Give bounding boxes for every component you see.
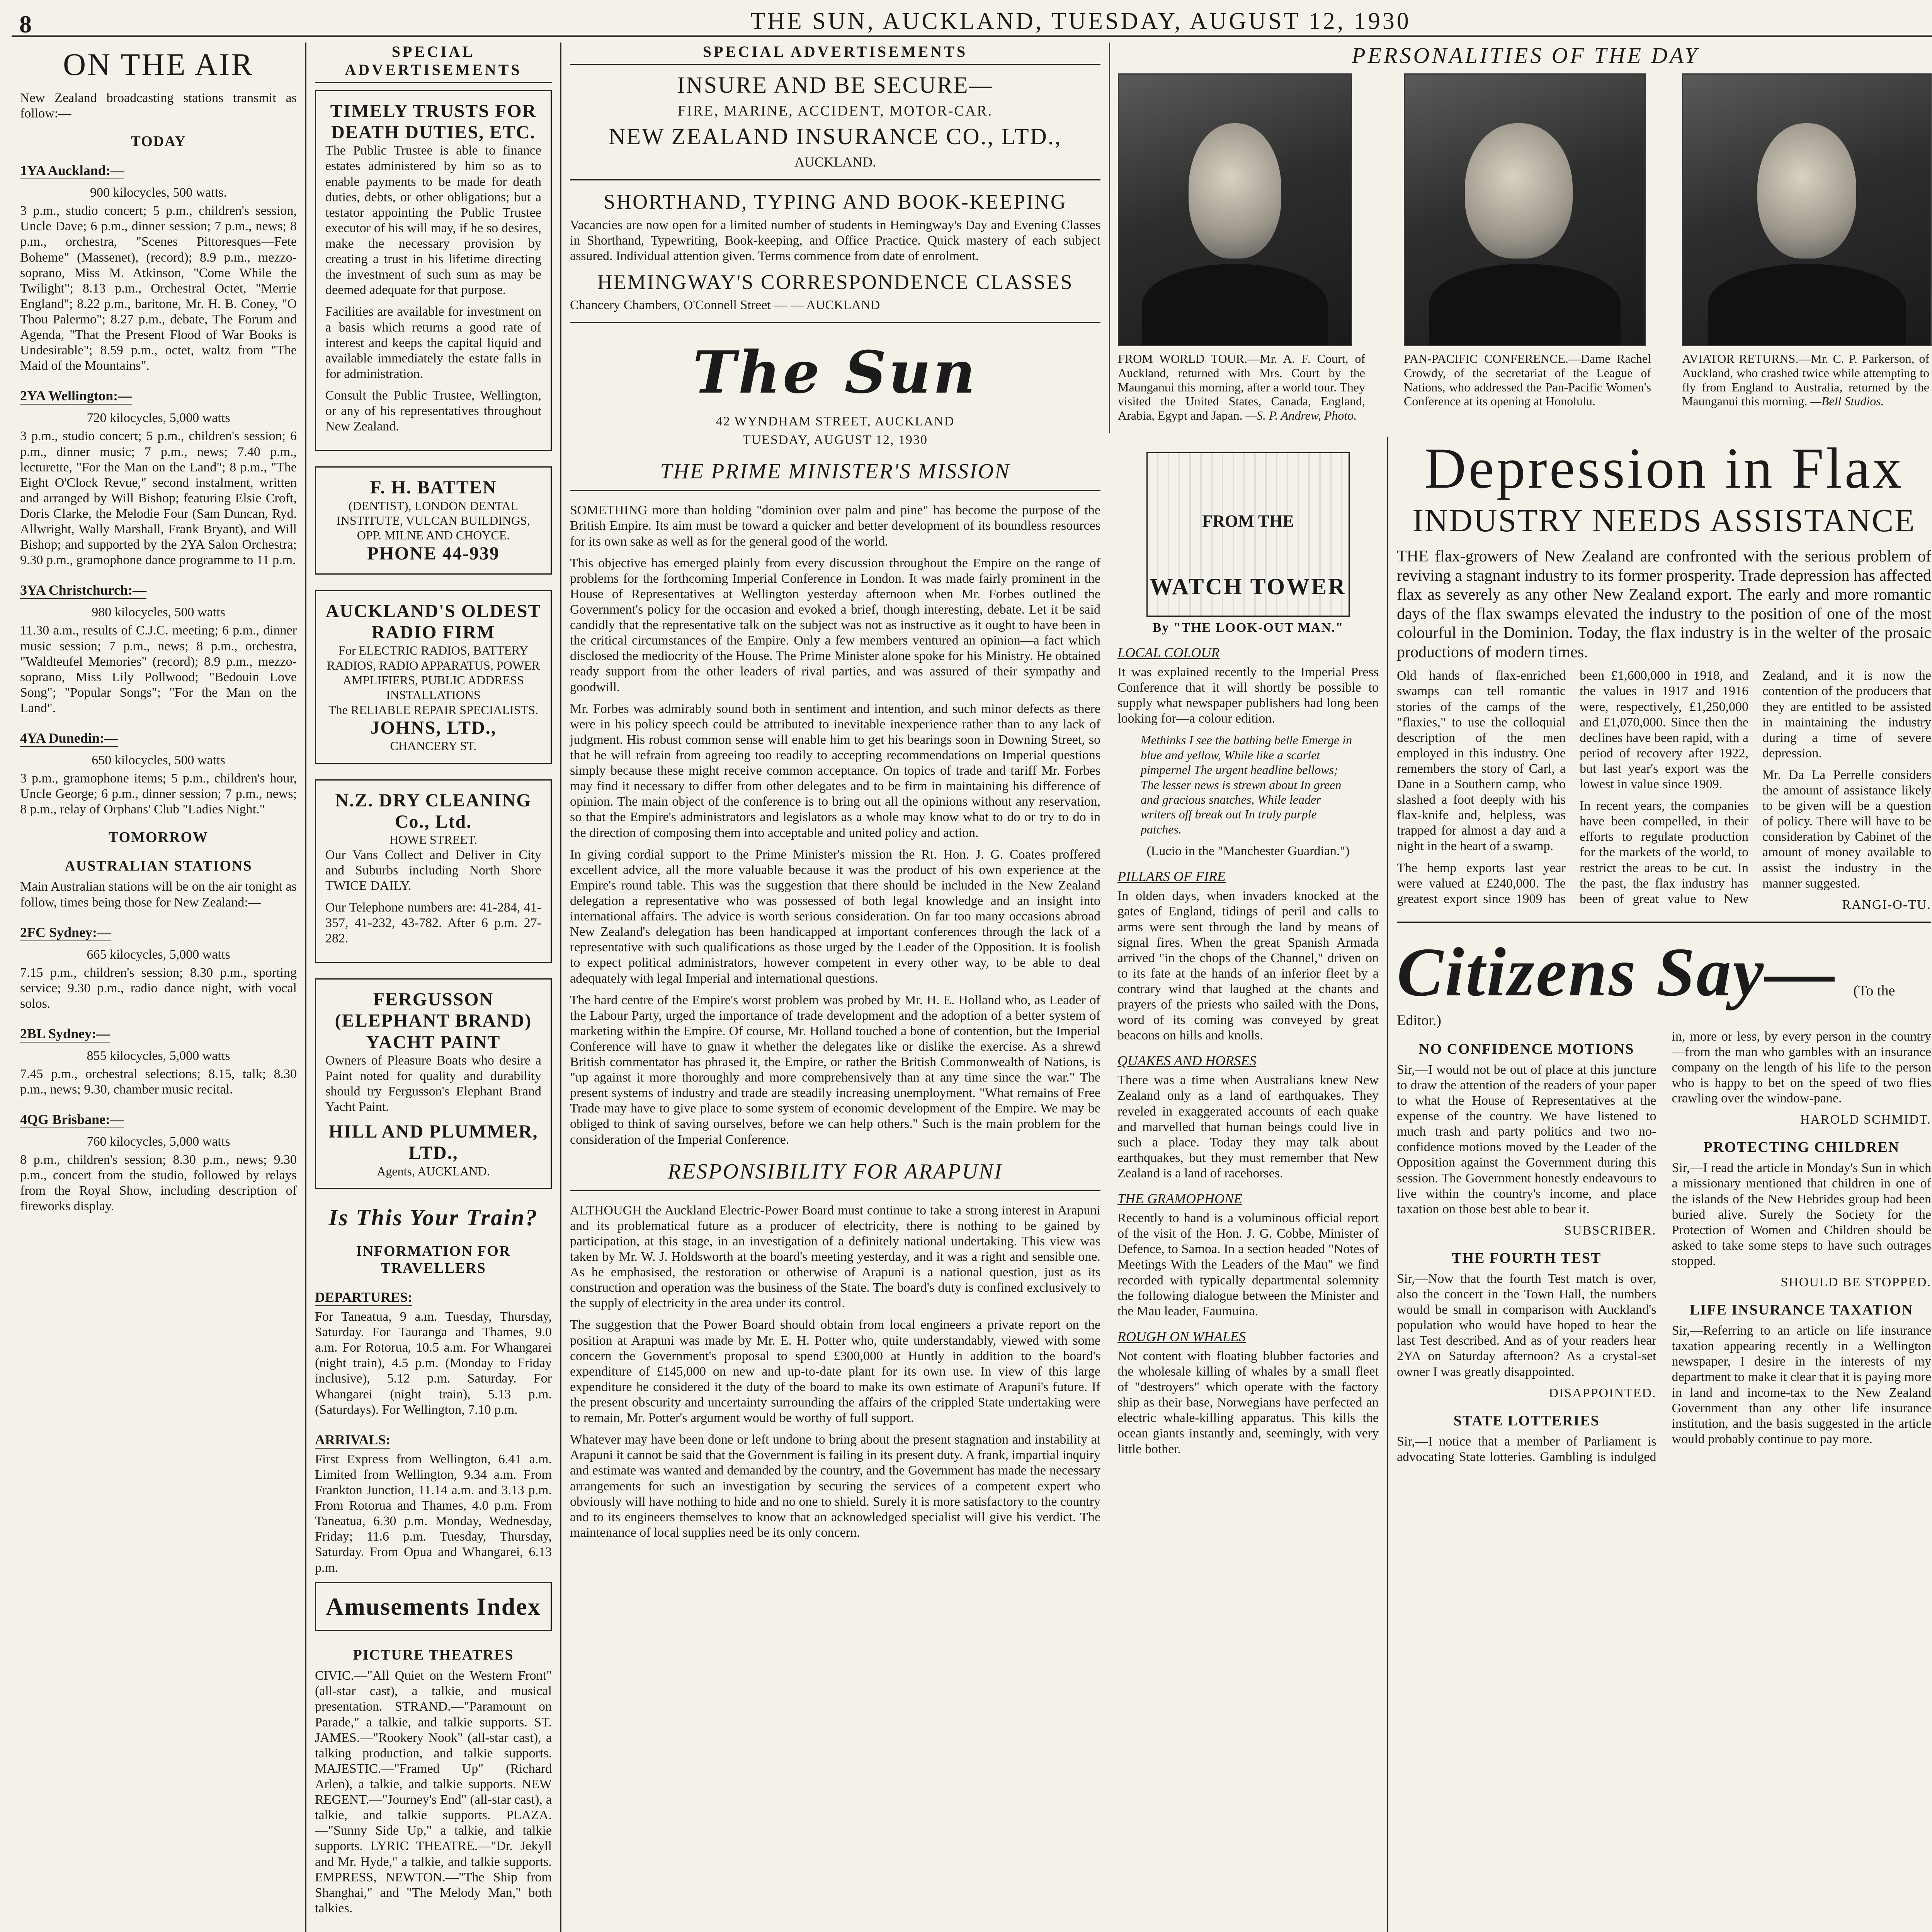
station-4qg: 4QG Brisbane:— <box>20 1111 124 1128</box>
editorial-1-paragraph: In giving cordial support to the Prime Minister's mission the Rt. Hon. J. G. Coates proffered excellent advice, all the more valuable because it was the product of his own experience at the Empire's round table. This was the suggestion that there should be included in the New Zealand delegation a representative who was possessed of both legal knowledge and an insight into international affairs. The advice is worth serious consideration. On far too many occasions abroad New Zealand's delegation has been handicapped at important conferences through the lack of a representative with such qualifications as those urged by the Leader of the Opposition. It is foolish to expect political administrators, however competent in every other way, to be able to deal adequately with legal Imperial and international questions. <box>570 847 1100 986</box>
watch-tower-subhead: LOCAL COLOUR <box>1117 645 1220 660</box>
station-3ya-programme: 11.30 a.m., results of C.J.C. meeting; 6 p.m., dinner music session; 7 p.m., news; 8 p.m., orchestra, "Waldteufel Memories" (record); 8.9 p.m., mezzo-soprano, Miss Lily Pollwood; "Bedouin Love Song"; "Popular Songs"; "For the Man on the Land". <box>20 623 297 715</box>
dry-cleaning-phone: Our Telephone numbers are: 41-284, 41-357, 41-232, 43-782. After 6 p.m. 27-282. <box>325 900 541 946</box>
watch-tower-subhead: PILLARS OF FIRE <box>1117 869 1226 884</box>
editorial-column <box>560 43 1109 1932</box>
departures-text: For Taneatua, 9 a.m. Tuesday, Thursday, Saturday. For Tauranga and Thames, 9.0 a.m. For Rotorua, 10.5 a.m. For Whangarei (night train), 4.5 p.m. (Monday to Friday inclusive), 5.12 p.m. Saturday. For Whangarei (night train), 5.13 p.m. (Saturdays). For Wellington, 7.10 p.m. <box>315 1309 552 1417</box>
station-1ya-programme: 3 p.m., studio concert; 5 p.m., children's session, Uncle Dave; 6 p.m., dinner session; 7 p.m., news; 8 p.m., orchestra, "Scenes Pittoresques—Fete Boheme" (Massenet), (record); 8.9 p.m., mezzo-soprano, Miss M. Atkinson, "Come While the Twilight"; 8.13 p.m., Orchestral Octet, "Merrie England"; 8.22 p.m., baritone, Mr. H. B. Coney, "O Thou Palermo"; 8.27 p.m., debate, The Forum and Agenda, "That the Present Flood of War Books is Undesirable"; 8.59 p.m., octet, waltz from "The Maid of the Mountains". <box>20 204 297 373</box>
public-trustee-ad <box>315 90 552 451</box>
yacht-paint-title: FERGUSSON (ELEPHANT BRAND) YACHT PAINT <box>335 989 532 1053</box>
caption-text: FROM WORLD TOUR.—Mr. A. F. Court, of Auckland, returned with Mrs. Court by the Maunganui this morning, after a world tour. They visited the United States, Canada, England, Arabia, Egypt and Japan. <box>1118 352 1365 423</box>
station-2ya: 2YA Wellington:— <box>20 388 132 405</box>
divider <box>570 179 1100 180</box>
flax-and-letters-column <box>1387 437 1932 1932</box>
dry-cleaning-title: N.Z. DRY CLEANING Co., Ltd. <box>335 790 532 832</box>
photo-credit: —S. P. Andrew, Photo. <box>1245 408 1357 423</box>
watch-tower-verse-credit: (Lucio in the "Manchester Guardian.") <box>1146 844 1350 859</box>
insure-title: INSURE AND BE SECURE— <box>677 72 993 98</box>
letter-signature: DISAPPOINTED. <box>1549 1386 1656 1400</box>
shorthand-address: Chancery Chambers, O'Connell Street — — AUCKLAND <box>570 298 880 313</box>
station-2fc-kc: 665 kilocycles, 5,000 watts <box>87 947 230 962</box>
station-3ya-kc: 980 kilocycles, 500 watts <box>92 605 225 620</box>
flax-signature: RANGI-O-TU. <box>1842 897 1931 912</box>
flax-paragraph: Mr. Da La Perrelle considers the amount of assistance likely to be given will be a question of policy. There will have to be consideration by Cabinet of the amount of money available to assist the industry in the manner suggested. <box>1762 767 1931 891</box>
watch-tower-subhead: QUAKES AND HORSES <box>1117 1053 1257 1069</box>
citizens-say-header <box>1397 932 1931 1029</box>
station-3ya: 3YA Christchurch:— <box>20 582 146 599</box>
watch-tower-subhead: THE GRAMOPHONE <box>1117 1191 1242 1207</box>
yacht-paint-agent-sub: Agents, AUCKLAND. <box>377 1164 490 1178</box>
flax-lead: THE flax-growers of New Zealand are confronted with the serious problem of reviving a stagnant industry to its former prosperity. Trade depression has affected flax as severely as any other New Zealand export. The early and more romantic days of the flax swamps elevated the industry to the position of one of the most colourful in the Dominion. Today, the flax industry is in the welter of the prosaic productions of modern times. <box>1397 548 1931 661</box>
australian-stations-heading: AUSTRALIAN STATIONS <box>65 858 252 874</box>
departures-heading: DEPARTURES: <box>315 1289 412 1306</box>
insure-company: NEW ZEALAND INSURANCE CO., LTD., <box>609 124 1062 149</box>
shorthand-ad <box>570 190 1100 313</box>
station-2fc: 2FC Sydney:— <box>20 924 111 941</box>
editorial-2-title: RESPONSIBILITY FOR ARAPUNI <box>570 1159 1100 1191</box>
newspaper-title: THE SUN, AUCKLAND, TUESDAY, AUGUST 12, 1930 <box>750 8 1411 34</box>
letter-text: Sir,—I read the article in Monday's Sun in which a missionary mentioned that children in one of the islands of the New Hebrides group had been buried alive. Surely the Society for the Protection of Women and Children should be asked to take some steps to have such outrages stopped. <box>1672 1161 1931 1269</box>
public-trustee-text-2: Facilities are available for investment on a basis which returns a good rate of interest and keeps the capital liquid and available immediately the estate falls in for administration. <box>325 304 541 381</box>
insure-subtitle: FIRE, MARINE, ACCIDENT, MOTOR-CAR. <box>677 103 993 119</box>
letter-signature: SUBSCRIBER. <box>1564 1223 1656 1238</box>
issue-date: TUESDAY, AUGUST 12, 1930 <box>742 433 928 447</box>
yacht-paint-text: Owners of Pleasure Boats who desire a Paint noted for quality and durability should try Fergusson's Elephant Brand Yacht Paint. <box>325 1053 541 1114</box>
flax-subhead: INDUSTRY NEEDS ASSISTANCE <box>1412 503 1916 539</box>
station-2bl: 2BL Sydney:— <box>20 1026 110 1043</box>
the-sun-address: 42 WYNDHAM STREET, AUCKLAND <box>716 414 955 429</box>
train-title: Is This Your Train? <box>328 1204 538 1230</box>
dry-cleaning-text: Our Vans Collect and Deliver in City and Suburbs including North Shore TWICE DAILY. <box>325 847 541 893</box>
train-subtitle: INFORMATION FOR TRAVELLERS <box>356 1243 511 1276</box>
picture-theatres-list: CIVIC.—"All Quiet on the Western Front" (all-star cast), a talkie, and musical presentation. STRAND.—"Paramount on Parade," a talkie, and talkie supports. ST. JAMES.—"Rookery Nook" (all-star cast), a talking production, and talkie supports. MAJESTIC.—"Framed Up" (Richard Arlen), a talkie, and talkie supports. NEW REGENT.—"Journey's End" (all-star cast), a talkie, and talkie supports. PLAZA.—"Sunny Side Up," a talkie, and talkie supports. LYRIC THEATRE.—"Dr. Jekyll and Mr. Hyde," a talkie, and talkie supports. EMPRESS, NEWTON.—"The Ship from Shanghai," and "The Melody Man," both talkies. <box>315 1668 552 1915</box>
dry-cleaning-address: HOWE STREET. <box>389 833 477 847</box>
portrait-photo <box>1682 73 1932 346</box>
letter-text: Sir,—Now that the fourth Test match is over, also the concert in the Town Hall, the numbers would be small in comparison with Auckland's population who would have hoped to hear the last Test described. And as of your readers hear 2YA on Saturday afternoon? As a crystal-set owner I was greatly disappointed. <box>1397 1271 1656 1379</box>
watch-tower-label: WATCH TOWER <box>1150 574 1347 599</box>
letter-title: NO CONFIDENCE MOTIONS <box>1419 1041 1634 1057</box>
special-ads-column <box>305 43 560 1932</box>
editorial-1-paragraph: SOMETHING more than holding "dominion over palm and pine" has become the purpose of the British Empire. Its aim must be toward a quicker and better development of its boundless resources for its own sake as well as for the general good of the world. <box>570 503 1100 549</box>
flax-headline: Depression in Flax <box>1424 437 1904 500</box>
flax-paragraph: In recent years, the companies have been compelled, in their efforts to regulate production for the markets of the world, to restrict the areas to be cut. In the past, the flax industry has been of great value to New Zealand, and it is now the contention of the producers that they are entitled to be assisted in maintaining the industry during a time of severe depression. <box>1580 668 1931 906</box>
batten-phone: PHONE 44-939 <box>367 543 500 564</box>
editorial-2-paragraph: ALTHOUGH the Auckland Electric-Power Board must continue to take a strong interest in Arapuni and its problematical future as a producer of electricity, there is nothing to be gained by participation, at this stage, in an investigation of a definitely national undertaking. This view was taken by Mr. W. J. Holdsworth at the board's meeting yesterday, and it was a right and sensible one. As he emphasised, the restoration or otherwise of Arapuni is a national question, just as its construction and operation was the business of the State. The board's duty is confined exclusively to the supply of electricity in the area under its control. <box>570 1203 1100 1311</box>
letter-title: LIFE INSURANCE TAXATION <box>1690 1302 1913 1318</box>
portrait-photo <box>1118 73 1352 346</box>
letter-signature: SHOULD BE STOPPED. <box>1781 1275 1931 1290</box>
radio-firm-name: JOHNS, LTD., <box>370 718 497 738</box>
arrivals-heading: ARRIVALS: <box>315 1432 390 1449</box>
letter-text: Sir,—I notice that a member of Parliament is advocating State lotteries. Gambling is indulged in, more or less, by every person in the country—from the man who gambles with an insurance company on the length of his life to the person who is happy to bet on the speed of two flies crawling over the window-pane. <box>1397 1029 1931 1464</box>
photo-caption <box>1118 352 1365 423</box>
editorial-1-paragraph: Mr. Forbes was admirably sound both in sentiment and intention, and such minor defects as there were in his policy speech could be attributed to inevitable inexperience rather than to any lack of judgment. His robust common sense will enable him to get his bearings soon in Downing Street, so that he will refrain from agreeing too readily to accepting recommendations on Imperial questions simply because these might receive common acceptance. On topics of trade and tariff Mr. Forbes may find it necessary to differ from other delegates and to be firm in maintaining his difference of opinion. The main object of the conference is to bring out all the opinions without any reservation, so that the Empire's administrators and legislators as a whole may know what to do or try to do in the direction of composing them into acceptable and united policy and action. <box>570 701 1100 840</box>
letter-title: STATE LOTTERIES <box>1453 1412 1600 1429</box>
flax-paragraph: Old hands of flax-enriched swamps can tell romantic stories of the camps of the "flaxies," to use the colloquial description of the men employed in this industry. One remembers the story of Carl, a Dane in a Southern camp, who slashed a foot deeply with his flax-knife and, helpless, was trapped for almost a day and a night in the heart of a swamp. <box>1397 668 1566 854</box>
portrait-photo <box>1404 73 1646 346</box>
watch-tower-byline: By "THE LOOK-OUT MAN." <box>1152 621 1344 635</box>
yacht-paint-agent: HILL AND PLUMMER, LTD., <box>328 1121 538 1163</box>
radio-firm-title: AUCKLAND'S OLDEST RADIO FIRM <box>325 600 541 643</box>
divider <box>570 322 1100 323</box>
photo-caption <box>1404 352 1651 408</box>
shorthand-company: HEMINGWAY'S CORRESPONDENCE CLASSES <box>597 270 1073 294</box>
letter-title: PROTECTING CHILDREN <box>1703 1139 1900 1156</box>
watch-tower-paragraph: There was a time when Australians knew New Zealand only as a land of earthquakes. They reveled in exaggerated accounts of each quake and marvelled that human beings could live in such a place. Today they may talk about earthquakes, but they must remember that New Zealand is a land of racehorses. <box>1117 1073 1379 1181</box>
masthead <box>12 8 1932 37</box>
letters-body <box>1397 1029 1931 1465</box>
watch-tower-verse: Methinks I see the bathing belle Emerge in blue and yellow, While like a scarlet pimpernel The urgent headline bellows; The lesser news is strewn about In green and gracious snatches, While leader writers off break out In truly purple patches. <box>1141 733 1352 836</box>
editorial-1-paragraph: This objective has emerged plainly from every discussion throughout the Empire on the range of problems for the forthcoming Imperial Conference in London. It was made fairly prominent in the House of Representatives at Wellington yesterday afternoon when Mr. Forbes outlined the Government's policy for the occasion and evoked a brief, though interesting, debate. Let it be said candidly that the representative talk on the subject was not as instructive as it ought to have been in the critical circumstances of the Empire. Only a few members ventured an opinion—a fact which disclosed the mediocrity of the House. The Prime Minister alone spoke for his Ministry. He obtained ready support from the other leaders of rival parties, and was assured of their sympathy and goodwill. <box>570 556 1100 694</box>
editorial-2-paragraph: The suggestion that the Power Board should obtain from local engineers a private report on the position at Arapuni was made by Mr. E. H. Potter who, quite understandably, viewed with some concern the Government's proposal to spend £300,000 at Huntly in addition to the board's expenditure of £145,000 on new and up-to-date plant for its own use. In view of this large expenditure he considered it the duty of the board to make its own estimate of Arapuni's future. If the present obscurity and uncertainty surrounding the affairs of the crippled State undertaking were to remain, Mr. Potter's argument would be worthy of full support. <box>570 1318 1100 1425</box>
insurance-ad <box>570 72 1100 170</box>
johns-radio-ad <box>315 590 552 764</box>
station-2bl-programme: 7.45 p.m., orchestral selections; 8.15, talk; 8.30 p.m., news; 9.30, chamber music recital. <box>20 1066 297 1097</box>
australian-intro: Main Australian stations will be on the air tonight as follow, times being those for New Zealand:— <box>20 879 297 910</box>
personalities-title: PERSONALITIES OF THE DAY <box>1352 43 1699 68</box>
amusements-index-title: Amusements Index <box>326 1592 541 1620</box>
yacht-paint-ad <box>315 978 552 1189</box>
caption-text: PAN-PACIFIC CONFERENCE.—Dame Rachel Crowdy, of the secretariat of the League of Nations, who addressed the Pan-Pacific Women's Conference at its opening at Honolulu. <box>1404 352 1651 408</box>
personalities-section <box>1109 43 1932 433</box>
dry-cleaning-ad <box>315 779 552 963</box>
page-number: 8 <box>19 10 32 38</box>
watch-tower-subhead: ROUGH ON WHALES <box>1117 1328 1246 1344</box>
watch-tower-paragraph: Not content with floating blubber factories and the wholesale killing of whales by a small fleet of "destroyers" which operate with the factory ship as their base, Norwegians have perfected an electric whale-killing apparatus. This kills the ocean giants instantly and, seemingly, with very little bother. <box>1117 1349 1379 1456</box>
shorthand-text: Vacancies are now open for a limited number of students in Hemingway's Day and Evening Classes in Shorthand, Typewriting, Book-keeping, and Office Practice. Quick mastery of each subject assured. Individual attention given. Terms commence from date of enrolment. <box>570 218 1100 264</box>
letter-text: Sir,—I would not be out of place at this juncture to draw the attention of the readers of your paper to what the House of Representatives at the expense of the country. We have listened to much trash and party politics and two no-confidence motions moved by the Leader of the Opposition against the Government during this session. The Government honestly endeavours to live within the country's income, and place taxation on those best able to bear it. <box>1397 1062 1656 1216</box>
centre-special-ads-header: SPECIAL ADVERTISEMENTS <box>570 43 1100 65</box>
watch-tower-masthead <box>1146 452 1350 617</box>
public-trustee-text-3: Consult the Public Trustee, Wellington, or any of his representatives throughout New Zealand. <box>325 388 541 434</box>
on-the-air-column <box>12 43 305 1932</box>
station-1ya: 1YA Auckland:— <box>20 162 124 179</box>
station-2fc-programme: 7.15 p.m., children's session; 8.30 p.m., sporting service; 9.30 p.m., radio dance night, with vocal solos. <box>20 965 297 1011</box>
letter-text: Sir,—Referring to an article on life insurance taxation appearing recently in a Wellington newspaper, I desire in the interests of my department to make it clear that it is paying more in land and income-tax to the New Zealand Government than any other life insurance institution, and the basis suggested in the article would probably continue to pay more. <box>1672 1323 1931 1446</box>
letter-title: THE FOURTH TEST <box>1452 1250 1602 1266</box>
today-heading: TODAY <box>131 133 186 150</box>
batten-address: (DENTIST), LONDON DENTAL INSTITUTE, VULCAN BUILDINGS, OPP. MILNE AND CHOYCE. <box>337 498 530 543</box>
arrivals-text: First Express from Wellington, 6.41 a.m. Limited from Wellington, 9.34 a.m. From Frankton Junction, 11.14 a.m. and 3.13 p.m. From Rotorua and Thames, 4.0 p.m. From Taneatua, 6.30 p.m. Monday, Wednesday, Friday; 11.6 p.m. Tuesday, Thursday, Saturday. From Opua and Whangarei, 6.13 p.m. <box>315 1452 552 1575</box>
picture-theatres-heading: PICTURE THEATRES <box>353 1647 514 1663</box>
station-2ya-kc: 720 kilocycles, 5,000 watts <box>87 411 230 425</box>
batten-dentist-ad <box>315 466 552 575</box>
photo-credit: —Bell Studios. <box>1810 394 1884 408</box>
amusements-index-box <box>315 1582 552 1631</box>
watch-tower-paragraph: In olden days, when invaders knocked at the gates of England, tidings of peril and calls to arms were sent through the land by means of signal fires. When the great Spanish Armada arrived "in the chops of the Channel," driven on to its fate at the hands of an inferior fleet by a contrary wind that laughed at the chants and prayers of the priests who sailed with the Dons, word of its coming was conveyed by great beacons on hills and knolls. <box>1117 889 1379 1043</box>
to-the-editor: (To the Editor.) <box>1397 982 1895 1029</box>
batten-name: F. H. BATTEN <box>370 477 497 498</box>
flax-paragraph: The hemp exports last year were valued at £240,000. The greatest export since 1909 has been £1,600,000 in 1918, and the values in 1917 and 1916 were, respectively, £1,250,000 and £1,070,000. Since then the declines have been rapid, with a period of recovery after 1922, but last year's export was the lowest in value since 1909. <box>1397 668 1748 906</box>
public-trustee-title: TIMELY TRUSTS FOR DEATH DUTIES, ETC. <box>330 101 537 143</box>
citizens-say-title: Citizens Say— <box>1397 933 1837 1010</box>
shorthand-title: SHORTHAND, TYPING AND BOOK-KEEPING <box>604 190 1067 213</box>
watch-tower-paragraph: Recently to hand is a voluminous official report of the visit of the Hon. J. G. Cobbe, Minister of Defence, to Samoa. In a section headed "Notes of Meetings With the Leaders of the Mau" we find recorded with typically departmental solemnity the following dialogue between the Minister and the Mau leader, Faumuina. <box>1117 1211 1379 1318</box>
editorial-2-paragraph: Whatever may have been done or left undone to bring about the present stagnation and instability at Arapuni it cannot be said that the Government is failing in its present duty. A frank, impartial inquiry and estimate was wanted and demanded by the country, and the Government has made the necessary arrangements for such an investigation by securing the services of a competent expert who obviously will have nothing to hide and no one to shield. Surely it is more satisfactory to the country and to its engineers themselves to know that an acknowledged specialist will give his verdict. The maintenance of local supplies need be its only concern. <box>570 1432 1100 1540</box>
on-the-air-title: ON THE AIR <box>63 47 254 82</box>
watch-tower-column <box>1109 437 1387 1932</box>
station-4qg-programme: 8 p.m., children's session; 8.30 p.m., news; 9.30 p.m., concert from the studio, followed by relays from the Royal Show, including description of fireworks display. <box>20 1153 297 1214</box>
station-2ya-programme: 3 p.m., studio concert; 5 p.m., children's session; 6 p.m., dinner music; 7 p.m., news; 7.40 p.m., lecturette, "For the Man on the Land"; 8 p.m., "The Eight O'Clock Revue," second instalment, written and arranged by Will Bishop; featuring Elsie Croft, Doris Clarke, the Melodie Four (Sam Duncan, Ryd. Allwright, Wally Marshall, Frank Bryant), and Will Bishop; and supported by the 2YA Salon Orchestra; 9.30 p.m., gramophone dance programme to 11 p.m. <box>20 429 297 568</box>
radio-firm-address: CHANCERY ST. <box>390 739 477 753</box>
station-4ya-kc: 650 kilocycles, 500 watts <box>92 753 225 768</box>
flax-body <box>1397 668 1931 912</box>
station-4qg-kc: 760 kilocycles, 5,000 watts <box>87 1134 230 1149</box>
the-sun-logo: The Sun <box>693 338 978 407</box>
radio-firm-service: The RELIABLE REPAIR SPECIALISTS. <box>328 702 538 717</box>
station-4ya-programme: 3 p.m., gramophone items; 5 p.m., children's hour, Uncle George; 6 p.m., dinner session; 7 p.m., news; 8 p.m., relay of Orphans' Club "Ladies Night." <box>20 771 297 817</box>
watch-tower-paragraph: It was explained recently to the Imperial Press Conference that it will shortly be possible to supply what newspaper publishers had long been looking for—a colour edition. <box>1117 665 1379 726</box>
station-4ya: 4YA Dunedin:— <box>20 730 118 747</box>
photo-caption <box>1682 352 1929 408</box>
special-ads-header: SPECIAL ADVERTISEMENTS <box>315 43 552 83</box>
editorial-1-title: THE PRIME MINISTER'S MISSION <box>570 459 1100 491</box>
station-1ya-kc: 900 kilocycles, 500 watts. <box>90 185 227 200</box>
insure-city: AUCKLAND. <box>794 154 876 170</box>
watch-tower-from: FROM THE <box>1202 512 1294 531</box>
letter-signature: HAROLD SCHMIDT. <box>1800 1112 1931 1127</box>
on-the-air-intro: New Zealand broadcasting stations transmit as follow:— <box>20 91 297 121</box>
radio-firm-products: For ELECTRIC RADIOS, BATTERY RADIOS, RADIO APPARATUS, POWER AMPLIFIERS, PUBLIC ADDRESS INSTALLATIONS <box>327 643 540 702</box>
caption-text: AVIATOR RETURNS.—Mr. C. P. Parkerson, of Auckland, who crashed twice while attempting to fly from England to Australia, returned by the Maunganui this morning. <box>1682 352 1929 408</box>
tomorrow-heading: TOMORROW <box>108 829 209 846</box>
divider <box>1397 922 1931 923</box>
station-2bl-kc: 855 kilocycles, 5,000 watts <box>87 1048 230 1063</box>
editorial-1-paragraph: The hard centre of the Empire's worst problem was probed by Mr. H. E. Holland who, as Leader of the Labour Party, urged the importance of trade development and the adoption of a better system of marketing within the Empire. Of course, Mr. Holland touched a bone of contention, but the Imperial Conference will have to gnaw it whether the delegates like or dislike the exercise. As a shrewd British commentator has phrased it, the Empire, or rather the British Commonwealth of Nations, is "up against it more thoroughly and more comprehensively than at any time since the war." The present systems of industry and trade are steadily increasing unemployment. "What remains of Free Trade may have to give place to some system of economic development of the Empire. We may be obliged to think of saving ourselves, before we can help others." Such is the main problem for the consideration of the Imperial Conference. <box>570 993 1100 1147</box>
public-trustee-text: The Public Trustee is able to finance estates administered by him so as to enable payments to be made for death duties, debts, or other obligations; but a testator appointing the Public Trustee executor of his will may, if he so desires, make the necessary provision by creating a trust in his lifetime directing the investment of such sum as may be deemed adequate for that purpose. <box>325 143 541 298</box>
